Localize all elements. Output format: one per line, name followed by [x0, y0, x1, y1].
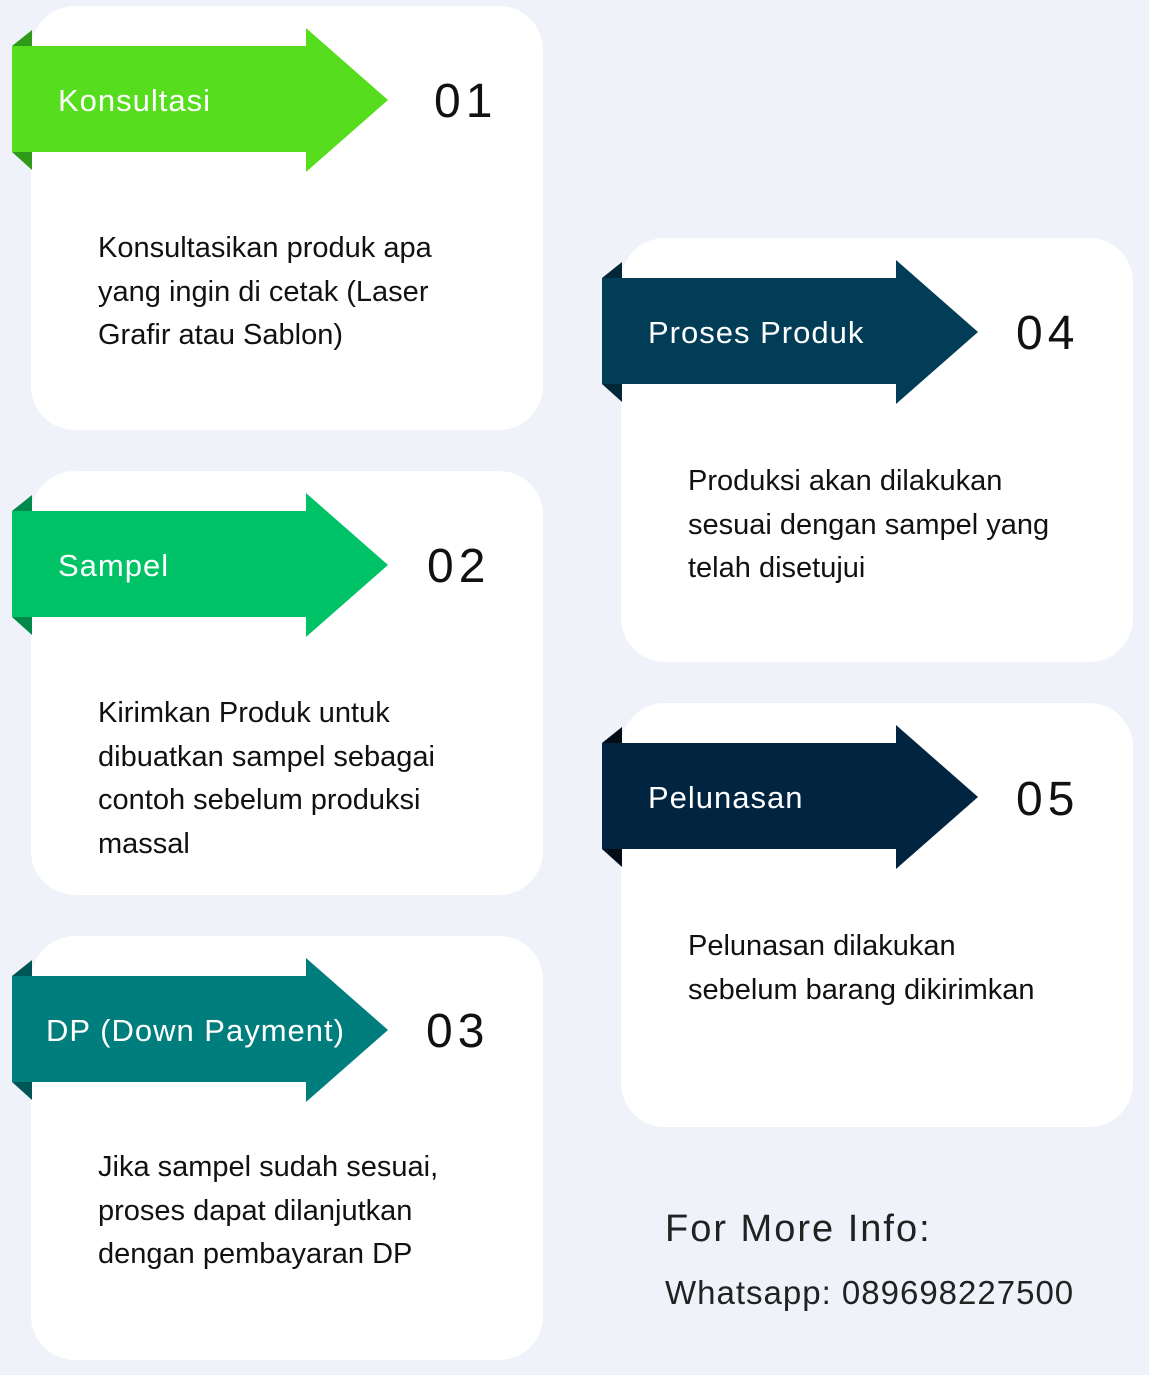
whatsapp-contact: Whatsapp: 089698227500 [665, 1274, 1075, 1311]
step-title-01: Konsultasi [58, 83, 212, 118]
step-title-02: Sampel [58, 548, 170, 583]
step-title-04: Proses Produk [648, 315, 865, 350]
step-number-05: 05 [1016, 773, 1080, 826]
step-number-03: 03 [426, 1005, 490, 1058]
step-banner-01 [12, 28, 390, 174]
step-banner-02 [12, 493, 390, 639]
step-description-02: Kirimkan Produk untuk dibuatkan sampel sebagai contoh sebelum produksi massal [98, 697, 435, 860]
step-title-05: Pelunasan [648, 780, 804, 815]
step-banner-04 [602, 260, 980, 406]
step-description-03: Jika sampel sudah sesuai, proses dapat dilanjutkan dengan pembayaran DP [98, 1151, 439, 1270]
step-title-03: DP (Down Payment) [46, 1013, 345, 1048]
step-description-04: Produksi akan dilakukan sesuai dengan sampel yang telah disetujui [688, 465, 1050, 584]
step-number-02: 02 [427, 540, 491, 593]
step-banner-05 [602, 725, 980, 871]
step-description-01: Konsultasikan produk apa yang ingin di cetak (Laser Grafir atau Sablon) [98, 232, 432, 351]
more-info-heading: For More Info: [665, 1208, 932, 1250]
step-number-04: 04 [1016, 307, 1080, 360]
step-banner-03 [12, 958, 390, 1104]
step-description-05: Pelunasan dilakukan sebelum barang dikirimkan [688, 930, 1035, 1006]
step-number-01: 01 [434, 75, 498, 128]
